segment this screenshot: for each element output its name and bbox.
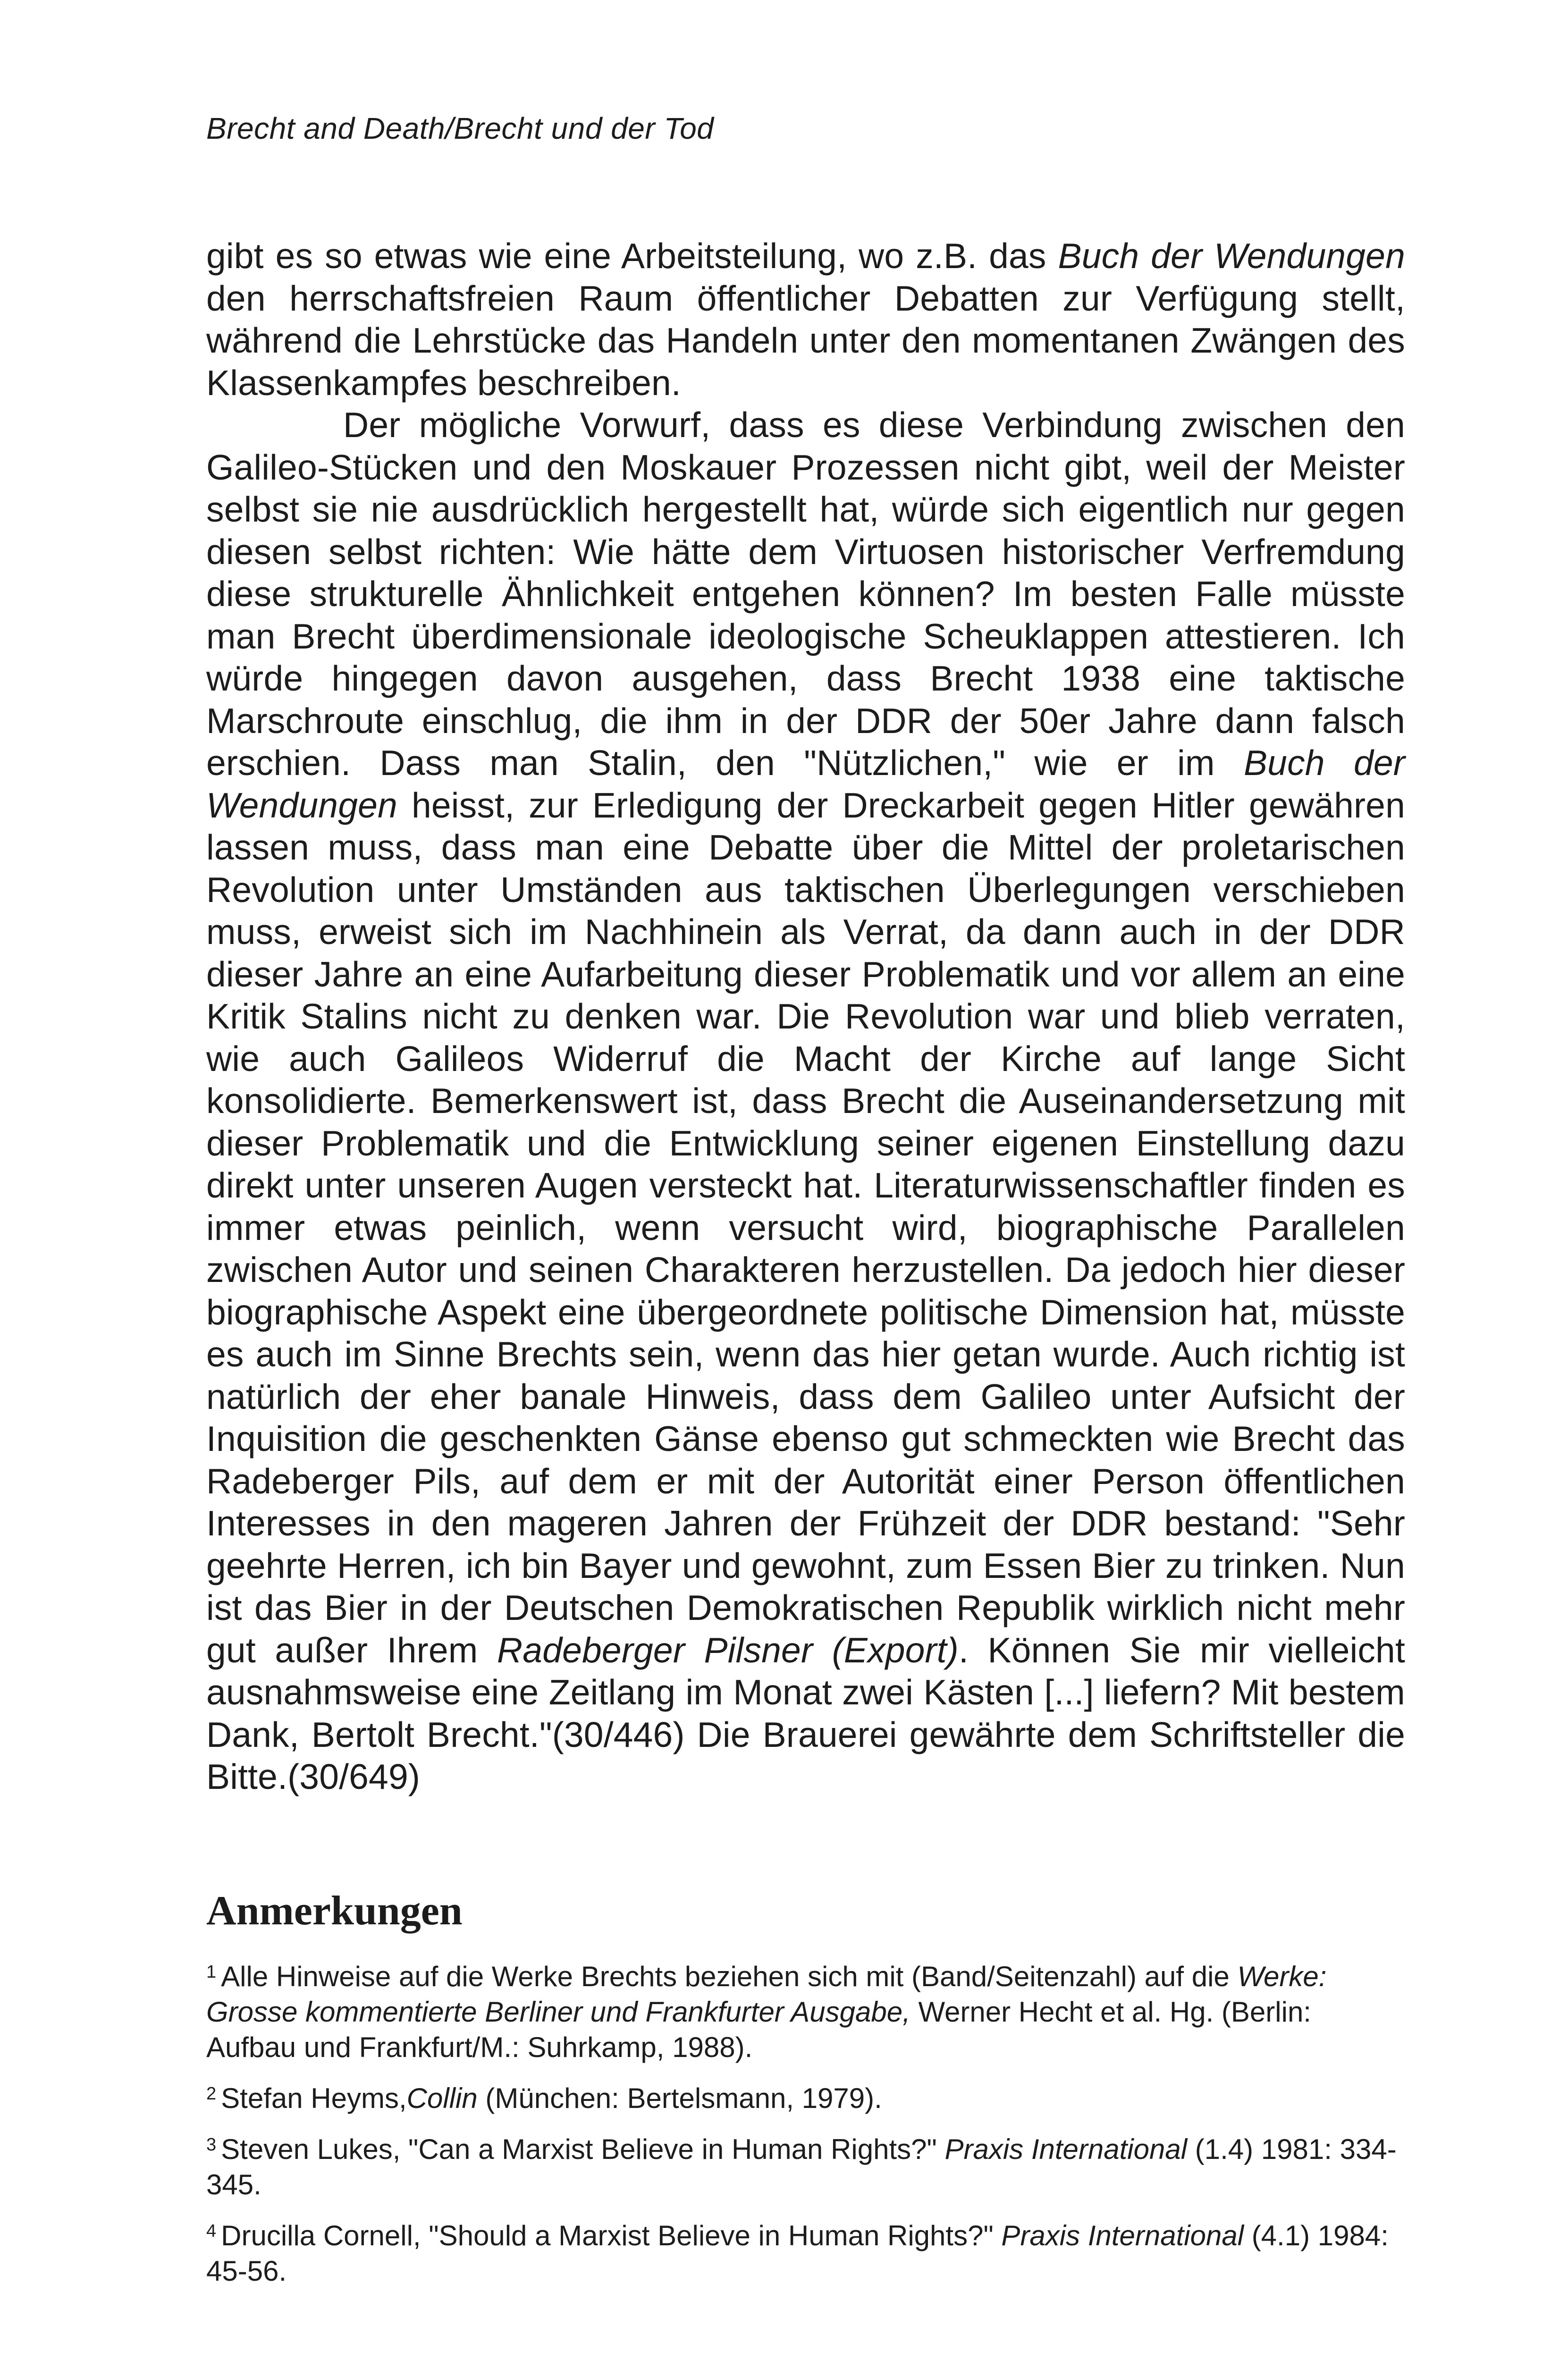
endnote-text: Stefan Heyms, <box>221 2082 407 2114</box>
endnote-italic: Collin <box>406 2082 478 2114</box>
endnotes <box>206 1959 1405 2304</box>
paragraph-2-text-1: Der mögliche Vorwurf, dass es diese Verbindung zwischen den Galileo-Stücken und den Moskauer Prozessen nicht gibt, weil der Meister selbst sie nie ausdrücklich hergestellt hat, würde sich eigentlich nur gegen diesen selbst richten: Wie hätte dem Virtuosen historischer Verfremdung diese strukturelle Ähnlichkeit entgehen können? Im besten Falle müsste man Brecht überdimensionale ideologische Scheuklappen attestieren. Ich würde hingegen davon ausgehen, dass Brecht 1938 eine taktische Marschroute einschlug, die ihm in der DDR der 50er Jahre dann falsch erschien. Dass man Stalin, den "Nützlichen," wie er im <box>206 405 1405 783</box>
endnote-number: 4 <box>206 2221 217 2241</box>
paragraph-1-italic-title: Buch der Wendungen <box>1058 236 1406 276</box>
endnote-text: (1.4) 1981: 334-345. <box>206 2133 1397 2200</box>
paragraph-1 <box>206 235 1405 404</box>
endnote-number: 3 <box>206 2135 217 2155</box>
endnote-text: Steven Lukes, "Can a Marxist Believe in Human Rights?" <box>221 2133 945 2165</box>
endnote-number: 1 <box>206 1962 217 1982</box>
endnote <box>206 2132 1405 2202</box>
endnote <box>206 1959 1405 2065</box>
paragraph-1-text-1: gibt es so etwas wie eine Arbeitsteilung, wo z.B. das <box>206 236 1058 276</box>
endnote-text: (München: Bertelsmann, 1979). <box>477 2082 882 2114</box>
endnote-italic: Praxis International <box>944 2133 1188 2165</box>
body-text <box>206 235 1405 1798</box>
notes-heading: Anmerkungen <box>206 1888 463 1934</box>
endnote-text: Alle Hinweise auf die Werke Brechts beziehen sich mit (Band/Seitenzahl) auf die <box>221 1961 1238 1992</box>
endnote-italic: Praxis International <box>1001 2220 1244 2251</box>
paragraph-2 <box>206 404 1405 1798</box>
endnote <box>206 2218 1405 2289</box>
paragraph-2-text-2: heisst, zur Erledigung der Dreckarbeit gegen Hitler gewähren lassen muss, dass man eine Debatte über die Mittel der proletarischen Revolution unter Umständen aus taktischen Überlegungen verschieben muss, erweist sich im Nachhinein als Verrat, da dann auch in der DDR dieser Jahre an eine Aufarbeitung dieser Problematik und vor allem an eine Kritik Stalins nicht zu denken war. Die Revolution war und blieb verraten, wie auch Galileos Widerruf die Macht der Kirche auf lange Sicht konsolidierte. Bemerkenswert ist, dass Brecht die Auseinandersetzung mit dieser Problematik und die Entwicklung seiner eigenen Einstellung dazu direkt unter unseren Augen versteckt hat. Literaturwissenschaftler finden es immer etwas peinlich, wenn versucht wird, biographische Parallelen zwischen Autor und seinen Charakteren herzustellen. Da jedoch hier dieser biographische Aspekt eine übergeordnete politische Dimension hat, müsste es auch im Sinne Brechts sein, wenn das hier getan wurde. Auch richtig ist natürlich der eher banale Hinweis, dass dem Galileo unter Aufsicht der Inquisition die geschenkten Gänse ebenso gut schmeckten wie Brecht das Radeberger Pils, auf dem er mit der Autorität einer Person öffentlichen Interesses in den mageren Jahren der Frühzeit der DDR bestand: "Sehr geehrte Herren, ich bin Bayer und gewohnt, zum Essen Bier zu trinken. Nun ist das Bier in der Deutschen Demokratischen Republik wirklich nicht mehr gut außer Ihrem <box>206 785 1405 1670</box>
endnote-text: Werner Hecht et al. Hg. (Berlin: Aufbau und Frankfurt/M.: Suhrkamp, 1988). <box>206 1996 1311 2063</box>
paragraph-2-text-3: . Können Sie mir vielleicht ausnahmsweise eine Zeitlang im Monat zwei Kästen [...] liefern? Mit bestem Dank, Bertolt Brecht."(30/446) Die Brauerei gewährte dem Schriftsteller die Bitte.(30/649) <box>206 1630 1405 1796</box>
paragraph-2-italic-title: Buch der Wendungen <box>206 743 1405 825</box>
endnote <box>206 2081 1405 2116</box>
endnote-text: (4.1) 1984: 45-56. <box>206 2220 1389 2287</box>
endnote-italic: Werke: Grosse kommentierte Berliner und Frankfurter Ausgabe, <box>206 1961 1327 2028</box>
paragraph-1-text-2: den herrschaftsfreien Raum öffentlicher Debatten zur Verfügung stellt, während die Lehrstücke das Handeln unter den momentanen Zwängen des Klassenkampfes beschreiben. <box>206 278 1405 403</box>
endnote-text: Drucilla Cornell, "Should a Marxist Believe in Human Rights?" <box>221 2220 1002 2251</box>
endnote-number: 2 <box>206 2084 217 2104</box>
running-head: Brecht and Death/Brecht und der Tod <box>206 111 714 145</box>
paragraph-2-italic-beer: Radeberger Pilsner (Export) <box>497 1630 959 1670</box>
